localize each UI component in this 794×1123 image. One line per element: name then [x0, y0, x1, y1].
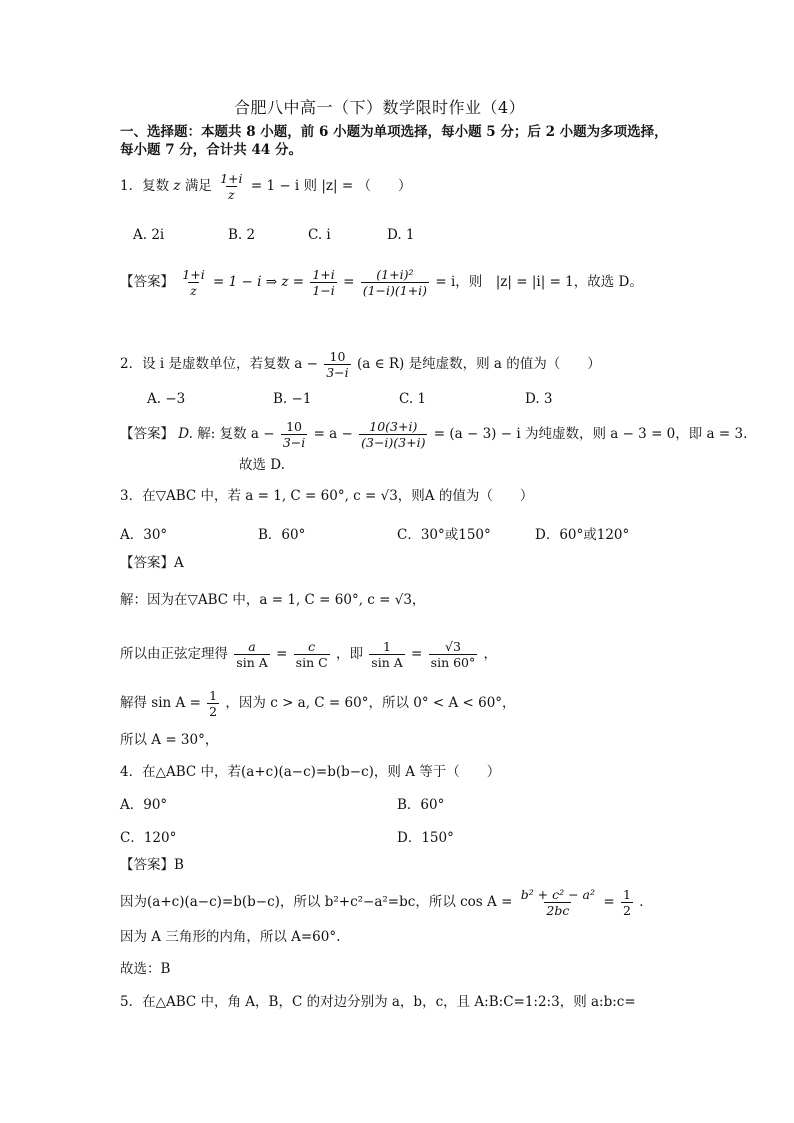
q1-answer: 【答案】 $\frac{1+i}{z}$ = 1 − i ⇒ z = $\frac{1+i}{1-i}$ = $\frac{\text{(1+i)²}}{(1-i)(1+i)}$ = i，则 |z| = |i| = 1，故选 D。: [120, 267, 643, 298]
q4-option-c: C．120°: [120, 830, 177, 846]
question-2-stem: 2．设 i 是虚数单位，若复数 a − $\frac{10}{3-i}$ (a ∈ R) 是纯虚数，则 a 的值为（ ）: [120, 349, 601, 380]
q1-option-d: D. 1: [387, 227, 415, 243]
answer-label: 【答案】: [120, 274, 174, 290]
q1-fraction: $\frac{1+i}{z}$: [220, 171, 243, 202]
q2-answer: 【答案】 D. 解: 复数 a − $\frac{10}{3-i}$ = a − $\frac{10(3+i)}{(3-i)(3+i)}$ = (a − 3) − i 为纯虚数，则 a − 3 = 0，即 a = 3.: [120, 419, 748, 450]
q2-option-a: A. −3: [147, 391, 186, 407]
q3-option-c: C．30°或150°: [397, 527, 491, 543]
q4-solution-line1: 因为(a+c)(a−c)=b(b−c)，所以 b²+c²−a²=bc，所以 cos A = $\frac{\text{b² + c² − a²}}{2bc}$ = $\frac{1}{2}$ .: [120, 887, 644, 918]
q3-option-d: D．60°或120°: [535, 527, 630, 543]
question-4-stem: 4．在△ABC 中，若(a+c)(a−c)=b(b−c)，则 A 等于（ ）: [120, 764, 501, 780]
q2-option-b: B. −1: [273, 391, 312, 407]
section-header-line2: 每小题 7 分，合计共 44 分。: [120, 142, 302, 158]
q3-solution-line2: 所以由正弦定理得 $\frac{a}{\text{sin A}}$ = $\frac{c}{\text{sin C}}$ ，即 $\frac{1}{\text{sin A}}$ = $\frac{√3}{\sin 60^\circ}$ ，: [120, 639, 498, 670]
q4-option-d: D．150°: [397, 830, 454, 846]
q3-option-a: A．30°: [120, 527, 168, 543]
q2-answer-line2: 故选 D.: [239, 457, 285, 473]
q1-option-a: A. 2i: [133, 227, 165, 243]
q1-option-b: B. 2: [228, 227, 256, 243]
q3-answer: 【答案】A: [120, 555, 184, 571]
q4-answer: 【答案】B: [120, 857, 184, 873]
q3-option-b: B．60°: [258, 527, 306, 543]
q4-solution-line2: 因为 A 三角形的内角，所以 A=60°.: [120, 929, 341, 945]
q4-option-a: A．90°: [120, 797, 168, 813]
q4-solution-line3: 故选：B: [120, 961, 171, 977]
question-5-stem: 5．在△ABC 中，角 A，B，C 的对边分别为 a，b，c，且 A:B:C=1:2:3，则 a:b:c=: [120, 994, 636, 1010]
q4-option-b: B．60°: [397, 797, 445, 813]
q3-solution-line1: 解：因为在▽ABC 中，a = 1, C = 60°, c = √3，: [120, 592, 426, 608]
q2-option-d: D. 3: [525, 391, 553, 407]
question-1-stem: 1．复数 z 满足 $\frac{1+i}{z}$ = 1 − i 则 |z| = （ ）: [120, 171, 412, 202]
q3-solution-line3: 解得 sin A = $\frac{1}{2}$ ，因为 c > a, C = 60°，所以 0° < A < 60°，: [120, 688, 516, 719]
question-3-stem: 3．在▽ABC 中，若 a = 1, C = 60°, c = √3，则A 的值为（ ）: [120, 488, 534, 504]
section-header-line1: 一、选择题：本题共 8 小题，前 6 小题为单项选择，每小题 5 分；后 2 小题为多项选择，: [120, 124, 668, 140]
page-title: 合肥八中高一（下）数学限时作业（4）: [234, 98, 526, 117]
q1-option-c: C. i: [308, 227, 331, 243]
q3-solution-line4: 所以 A = 30°，: [120, 732, 219, 748]
q2-option-c: C. 1: [399, 391, 427, 407]
